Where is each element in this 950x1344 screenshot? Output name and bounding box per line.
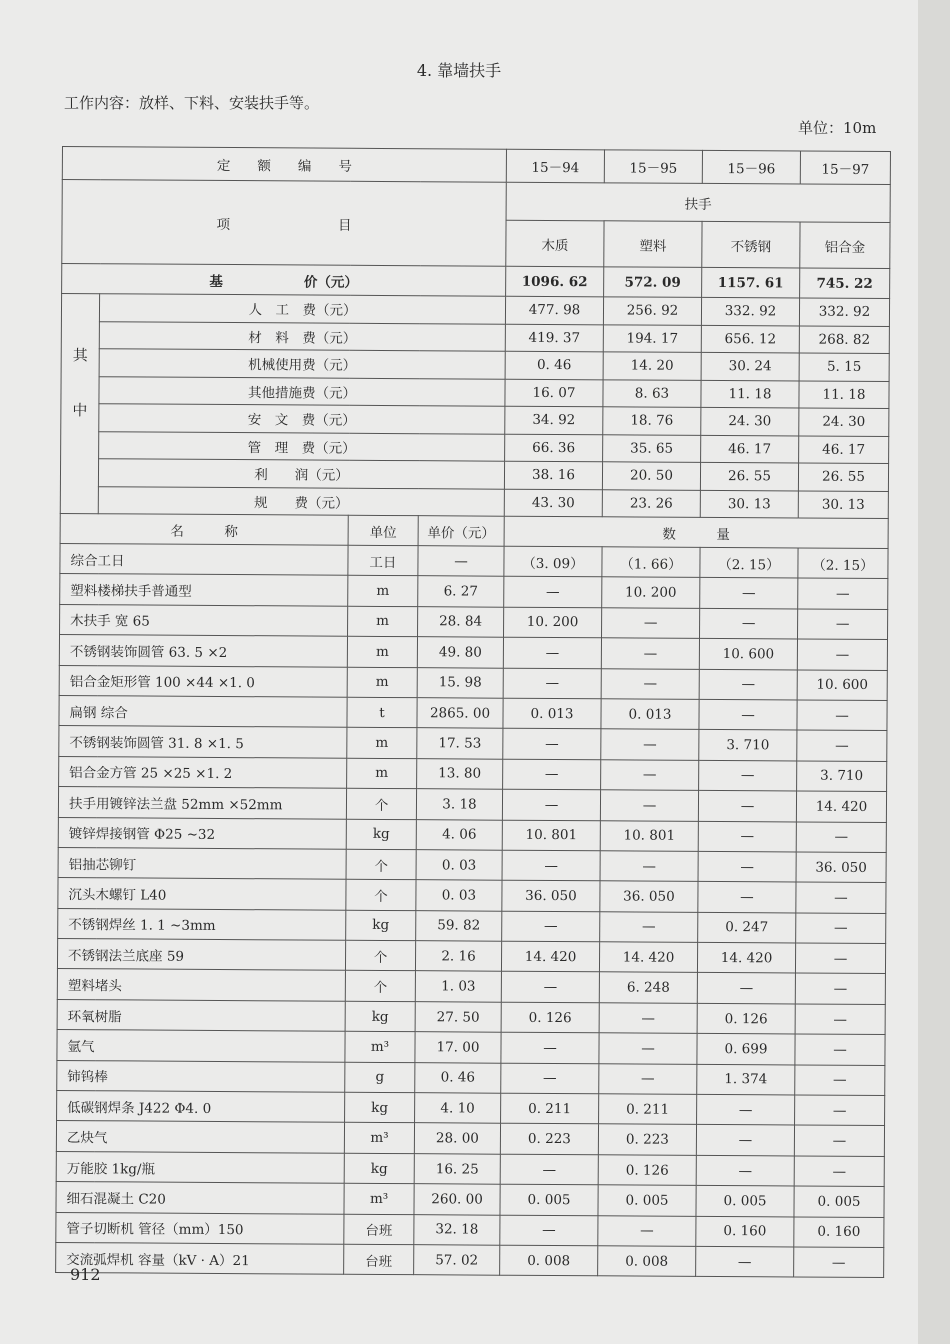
item-qty: — [599, 1063, 697, 1094]
item-qty: 0. 247 [698, 912, 796, 943]
item-unit: 台班 [344, 1244, 414, 1275]
item-qty: 10. 801 [600, 820, 698, 851]
item-qty: — [502, 911, 600, 942]
cost-value: 30. 24 [701, 352, 799, 380]
cost-value: 23. 26 [602, 489, 700, 517]
item-price: 1. 03 [415, 971, 501, 1002]
cost-value: 26. 55 [798, 463, 888, 491]
section-title: 4. 靠墙扶手 [416, 61, 502, 80]
item-unit: m³ [344, 1183, 414, 1214]
table-row [56, 1212, 884, 1247]
table-row [56, 1121, 884, 1156]
item-name: 塑料堵头 [57, 969, 345, 1001]
base-price-value: 1096. 62 [506, 266, 604, 297]
cost-value: 24. 30 [701, 407, 799, 435]
item-qty: — [794, 1125, 884, 1156]
item-qty: 0. 211 [599, 1094, 697, 1125]
item-unit: m [347, 636, 417, 667]
cost-value: 30. 13 [700, 490, 798, 518]
item-qty: 36. 050 [796, 852, 886, 883]
item-name: 不锈钢装饰圆管 31. 8 ×1. 5 [59, 726, 347, 758]
item-qty: 36. 050 [502, 880, 600, 911]
item-qty: — [697, 973, 795, 1004]
cost-label: 机械使用费（元） [99, 349, 505, 379]
item-name: 环氧树脂 [57, 999, 345, 1031]
base-price-label: 基 价（元） [62, 264, 506, 297]
col-header-price: 单价（元） [418, 516, 504, 547]
table-row [57, 999, 885, 1034]
item-unit: m³ [345, 1031, 415, 1062]
item-qty: — [698, 821, 796, 852]
item-name: 扶手用镀锌法兰盘 52mm ×52mm [58, 787, 346, 819]
cost-value: 38. 16 [504, 461, 602, 489]
code-cell: 15－97 [800, 151, 890, 185]
cost-value: 419. 37 [505, 324, 603, 352]
item-qty: — [794, 1247, 884, 1278]
item-qty: 0. 013 [503, 698, 601, 729]
table-row [57, 1060, 885, 1095]
item-qty: — [503, 759, 601, 790]
item-qty: — [698, 791, 796, 822]
item-qty: — [601, 760, 699, 791]
item-qty: 36. 050 [600, 881, 698, 912]
item-qty: — [600, 851, 698, 882]
base-price-value: 1157. 61 [702, 267, 800, 298]
cost-value: 268. 82 [799, 326, 889, 354]
table-row [58, 817, 886, 852]
item-qty: — [699, 669, 797, 700]
item-name: 不锈钢法兰底座 59 [57, 939, 345, 971]
item-price: 260. 00 [414, 1184, 500, 1215]
item-qty: — [601, 729, 699, 760]
base-price-value: 572. 09 [604, 267, 702, 298]
cost-value: 477. 98 [505, 296, 603, 324]
item-qty: — [795, 1095, 885, 1126]
item-name: 乙炔气 [56, 1121, 344, 1153]
item-qty: （1. 66） [602, 547, 700, 578]
cost-label: 材 料 费（元） [99, 321, 505, 351]
col-header-name: 名 称 [60, 513, 348, 545]
item-unit: 工日 [348, 545, 418, 576]
cost-value: 24. 30 [799, 408, 889, 436]
item-qty: 0. 160 [696, 1216, 794, 1247]
table-row [59, 756, 887, 791]
table-row [56, 1242, 884, 1277]
item-qty: — [798, 609, 888, 640]
item-qty: 0. 699 [697, 1034, 795, 1065]
cost-value: 43. 30 [504, 489, 602, 517]
item-qty: — [501, 1063, 599, 1094]
table-row [60, 574, 888, 609]
item-name: 铈钨棒 [57, 1060, 345, 1092]
table-row [56, 1182, 884, 1217]
cost-value: 0. 46 [505, 351, 603, 379]
item-unit: m [347, 667, 417, 698]
cost-label: 管 理 费（元） [99, 431, 505, 461]
item-qty: 1. 374 [697, 1064, 795, 1095]
code-cell: 15－94 [506, 149, 604, 183]
item-qty: — [795, 1065, 885, 1096]
table-row [58, 908, 886, 943]
table-row [59, 665, 887, 700]
base-price-value: 745. 22 [800, 268, 890, 299]
cost-label: 人 工 费（元） [99, 294, 505, 324]
item-qty: 0. 223 [598, 1124, 696, 1155]
item-name: 木扶手 宽 65 [60, 604, 348, 636]
item-qty: — [601, 668, 699, 699]
item-name: 万能胶 1kg/瓶 [56, 1151, 344, 1183]
cost-label: 其他措施费（元） [99, 376, 505, 406]
item-qty: 10. 801 [502, 820, 600, 851]
item-qty: 0. 008 [500, 1245, 598, 1276]
item-name: 铝合金方管 25 ×25 ×1. 2 [59, 756, 347, 788]
item-qty: — [798, 578, 888, 609]
table-row [56, 1151, 884, 1186]
item-unit: m [347, 758, 417, 789]
item-name: 塑料楼梯扶手普通型 [60, 574, 348, 606]
cost-value: 332. 92 [799, 298, 889, 326]
items-body [56, 543, 888, 1277]
table-row [58, 787, 886, 822]
table-row [60, 604, 888, 639]
cost-value: 194. 17 [603, 324, 701, 352]
cost-label: 利 润（元） [98, 459, 504, 489]
work-content: 工作内容：放样、下料、安装扶手等。 [64, 94, 320, 112]
item-qty: — [796, 913, 886, 944]
table-row [58, 847, 886, 882]
item-price: 0. 46 [415, 1062, 501, 1093]
item-price: 0. 03 [416, 880, 502, 911]
item-qty: — [699, 760, 797, 791]
cost-value: 16. 07 [505, 379, 603, 407]
item-unit: 台班 [344, 1214, 414, 1245]
cost-label: 规 费（元） [98, 486, 504, 516]
item-qty: — [600, 911, 698, 942]
item-qty: 14. 420 [796, 791, 886, 822]
item-qty: — [503, 637, 601, 668]
table-row [60, 543, 888, 578]
item-qty: 0. 005 [500, 1184, 598, 1215]
cost-value: 30. 13 [798, 491, 888, 519]
item-qty: — [502, 789, 600, 820]
cost-label: 安 文 费（元） [99, 404, 505, 434]
item-qty: — [797, 639, 887, 670]
table-row [59, 635, 887, 670]
cost-value: 656. 12 [701, 325, 799, 353]
table-row [59, 695, 887, 730]
item-qty: — [696, 1125, 794, 1156]
cost-value: 11. 18 [799, 381, 889, 409]
item-name: 沉头木螺钉 L40 [58, 878, 346, 910]
item-unit: m³ [344, 1123, 414, 1154]
item-qty: 10. 200 [504, 607, 602, 638]
table-row [58, 878, 886, 913]
item-name: 铝抽芯铆钉 [58, 847, 346, 879]
cost-group-label: 其中 [60, 294, 99, 514]
item-qty: 10. 600 [699, 639, 797, 670]
item-qty: — [795, 973, 885, 1004]
item-qty: 3. 710 [797, 761, 887, 792]
item-price: 6. 27 [418, 576, 504, 607]
item-qty: 14. 420 [697, 942, 795, 973]
item-qty: 6. 248 [599, 972, 697, 1003]
cost-value: 66. 36 [505, 434, 603, 462]
table-row [57, 1091, 885, 1126]
item-qty: — [797, 730, 887, 761]
item-price: 4. 10 [415, 1093, 501, 1124]
cost-value: 8. 63 [603, 379, 701, 407]
cost-value: 5. 15 [799, 353, 889, 381]
item-qty: — [698, 851, 796, 882]
item-name: 细石混凝土 C20 [56, 1182, 344, 1214]
item-qty: — [599, 1003, 697, 1034]
item-qty: （3. 09） [504, 546, 602, 577]
item-price: 59. 82 [416, 910, 502, 941]
item-name: 镀锌焊接钢管 Φ25 ~32 [58, 817, 346, 849]
item-unit: 个 [346, 849, 416, 880]
item-qty: — [698, 882, 796, 913]
item-qty: 0. 126 [598, 1155, 696, 1186]
item-name: 交流弧焊机 容量（kV · A）21 [56, 1242, 344, 1274]
item-price: 57. 02 [414, 1245, 500, 1276]
item-unit: t [347, 697, 417, 728]
item-qty: （2. 15） [700, 547, 798, 578]
item-name: 不锈钢焊丝 1. 1 ~3mm [58, 908, 346, 940]
item-qty: 14. 420 [599, 942, 697, 973]
item-qty: — [501, 972, 599, 1003]
material-header: 铝合金 [800, 222, 890, 269]
item-price: 49. 80 [417, 637, 503, 668]
item-price: 17. 53 [417, 728, 503, 759]
item-unit: 个 [346, 880, 416, 911]
table-row [59, 726, 887, 761]
item-qty: 0. 223 [500, 1124, 598, 1155]
item-qty: — [796, 822, 886, 853]
item-price: 28. 00 [414, 1123, 500, 1154]
table-row [57, 969, 885, 1004]
item-name: 铝合金矩形管 100 ×44 ×1. 0 [59, 665, 347, 697]
item-unit: kg [346, 819, 416, 850]
cost-value: 46. 17 [701, 435, 799, 463]
item-name: 不锈钢装饰圆管 63. 5 ×2 [59, 635, 347, 667]
item-qty: 0. 211 [501, 1093, 599, 1124]
item-price: 27. 50 [415, 1002, 501, 1033]
item-label: 项 目 [62, 180, 507, 267]
item-qty: — [795, 943, 885, 974]
item-qty: — [796, 882, 886, 913]
cost-value: 18. 76 [603, 407, 701, 435]
item-qty: — [794, 1156, 884, 1187]
item-unit: m [347, 728, 417, 759]
item-qty: 0. 008 [598, 1246, 696, 1277]
item-qty: 10. 600 [797, 670, 887, 701]
item-price: 16. 25 [414, 1153, 500, 1184]
item-unit: kg [344, 1153, 414, 1184]
item-qty: 10. 200 [602, 577, 700, 608]
item-qty: （2. 15） [798, 548, 888, 579]
item-qty: — [502, 850, 600, 881]
item-name: 扁钢 综合 [59, 695, 347, 727]
item-qty: — [602, 608, 700, 639]
item-price: 2865. 00 [417, 698, 503, 729]
item-price: 28. 84 [418, 606, 504, 637]
cost-value: 332. 92 [701, 297, 799, 325]
item-unit: kg [346, 910, 416, 941]
item-unit: kg [345, 1092, 415, 1123]
item-price: 13. 80 [417, 758, 503, 789]
item-qty: 0. 126 [501, 1002, 599, 1033]
material-header: 不锈钢 [702, 221, 800, 268]
item-qty: — [600, 790, 698, 821]
item-qty: — [599, 1033, 697, 1064]
item-qty: — [601, 638, 699, 669]
col-header-unit: 单位 [348, 515, 418, 545]
material-header: 木质 [506, 220, 604, 267]
material-header: 塑料 [604, 221, 702, 268]
cost-value: 35. 65 [603, 434, 701, 462]
item-qty: — [501, 1032, 599, 1063]
group-label: 扶手 [506, 182, 890, 222]
item-qty: — [503, 668, 601, 699]
item-price: 0. 03 [416, 850, 502, 881]
item-unit: g [345, 1062, 415, 1093]
item-unit: kg [345, 1001, 415, 1032]
item-qty: — [697, 1094, 795, 1125]
item-qty: 0. 013 [601, 699, 699, 730]
item-qty: — [700, 608, 798, 639]
cost-value: 256. 92 [603, 297, 701, 325]
item-qty: 14. 420 [501, 941, 599, 972]
item-price: 2. 16 [415, 941, 501, 972]
item-price: 15. 98 [417, 667, 503, 698]
item-qty: — [699, 699, 797, 730]
item-qty: — [503, 729, 601, 760]
cost-value: 26. 55 [700, 462, 798, 490]
item-name: 管子切断机 管径（mm）150 [56, 1212, 344, 1244]
item-unit: 个 [345, 971, 415, 1002]
cost-value: 11. 18 [701, 380, 799, 408]
item-qty: 0. 160 [794, 1217, 884, 1248]
item-price: — [418, 546, 504, 577]
item-qty: — [598, 1215, 696, 1246]
item-unit: m [348, 606, 418, 637]
code-cell: 15－96 [702, 150, 800, 184]
item-qty: — [795, 1004, 885, 1035]
item-qty: — [700, 578, 798, 609]
cost-value: 14. 20 [603, 352, 701, 380]
item-qty: — [797, 700, 887, 731]
item-qty: — [696, 1246, 794, 1277]
item-qty: — [500, 1154, 598, 1185]
item-qty: 3. 710 [699, 730, 797, 761]
page-number: 912 [70, 1265, 101, 1284]
cost-value: 46. 17 [799, 436, 889, 464]
item-name: 氩气 [57, 1030, 345, 1062]
unit-label: 单位：10m [798, 119, 877, 137]
code-cell: 15－95 [604, 150, 702, 184]
item-price: 4. 06 [416, 819, 502, 850]
table-row [57, 1030, 885, 1065]
item-qty: 0. 005 [696, 1186, 794, 1217]
item-qty: — [504, 577, 602, 608]
cost-value: 34. 92 [505, 406, 603, 434]
item-unit: 个 [346, 788, 416, 819]
item-unit: 个 [345, 940, 415, 971]
item-qty: — [696, 1155, 794, 1186]
quota-table [55, 146, 891, 1278]
item-unit: m [348, 576, 418, 607]
item-price: 3. 18 [416, 789, 502, 820]
quota-number-label: 定 额 编 号 [62, 147, 506, 183]
col-header-qty: 数 量 [504, 516, 888, 548]
item-qty: — [795, 1034, 885, 1065]
item-qty: 0. 005 [794, 1186, 884, 1217]
item-name: 综合工日 [60, 543, 348, 575]
table-row [57, 939, 885, 974]
item-name: 低碳钢焊条 J422 Φ4. 0 [57, 1091, 345, 1123]
item-qty: 0. 126 [697, 1003, 795, 1034]
item-price: 32. 18 [414, 1214, 500, 1245]
cost-value: 20. 50 [602, 462, 700, 490]
item-price: 17. 00 [415, 1032, 501, 1063]
item-qty: — [500, 1215, 598, 1246]
item-qty: 0. 005 [598, 1185, 696, 1216]
